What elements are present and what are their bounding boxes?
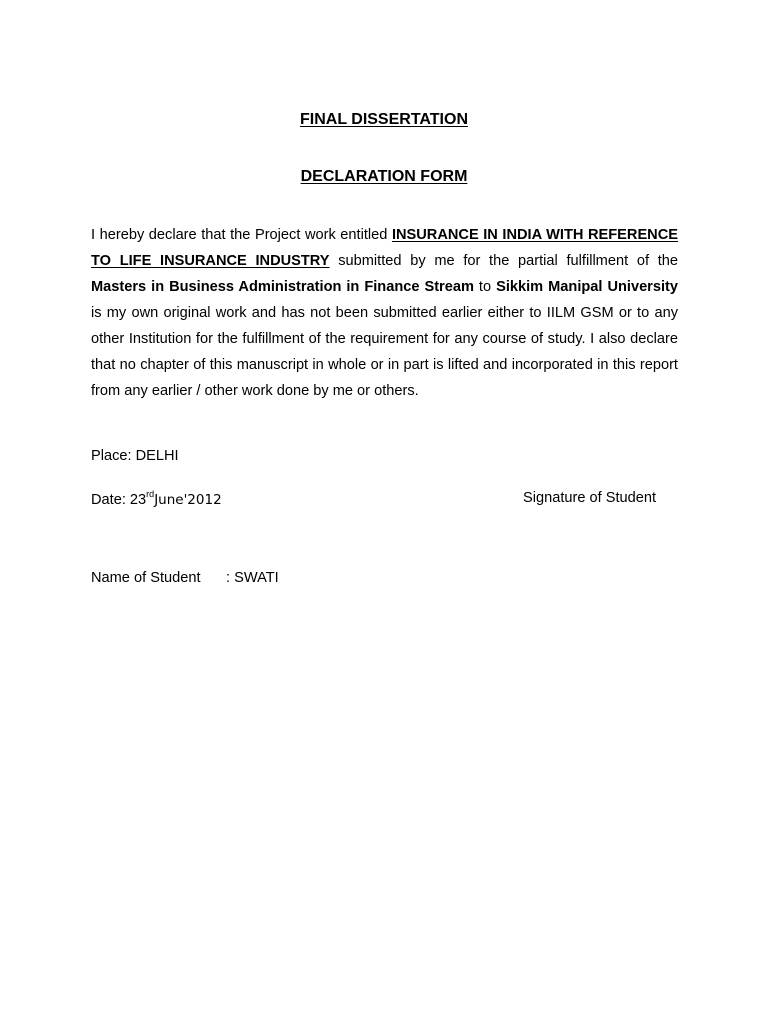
date-month-year: June'2012	[154, 492, 222, 508]
document-title: FINAL DISSERTATION	[300, 111, 468, 128]
place-line: Place: DELHI	[91, 448, 179, 464]
degree-name: Masters in Business Administration in Finance Stream	[91, 279, 474, 295]
student-name-label: Name of Student	[91, 570, 201, 586]
university-name: Sikkim Manipal University	[496, 279, 679, 295]
date-line	[91, 489, 222, 508]
declaration-rest: is my own original work and has not been submitted earlier either to IILM GSM or to any other Institution for the fulfillment of the requirement for any course of study. I also declare that no chapter of this manuscript in whole or in part is lifted and incorporated in this report from any earlier / other work done by me or others.	[91, 305, 678, 399]
student-name-value: : SWATI	[226, 570, 279, 586]
form-title: DECLARATION FORM	[300, 168, 468, 185]
signature-label: Signature of Student	[523, 490, 657, 506]
declaration-intro: I hereby declare that the Project work entitled	[91, 227, 392, 243]
declaration-paragraph	[91, 222, 678, 404]
declaration-to: to	[473, 279, 497, 295]
date-ordinal: rd	[146, 489, 155, 499]
declaration-after-title: submitted by me for the partial fulfillment of the	[329, 253, 678, 269]
date-label: Date: 23	[91, 492, 147, 508]
project-title: INSURANCE IN INDIA WITH REFERENCE TO LIFE INSURANCE INDUSTRY	[91, 227, 678, 269]
